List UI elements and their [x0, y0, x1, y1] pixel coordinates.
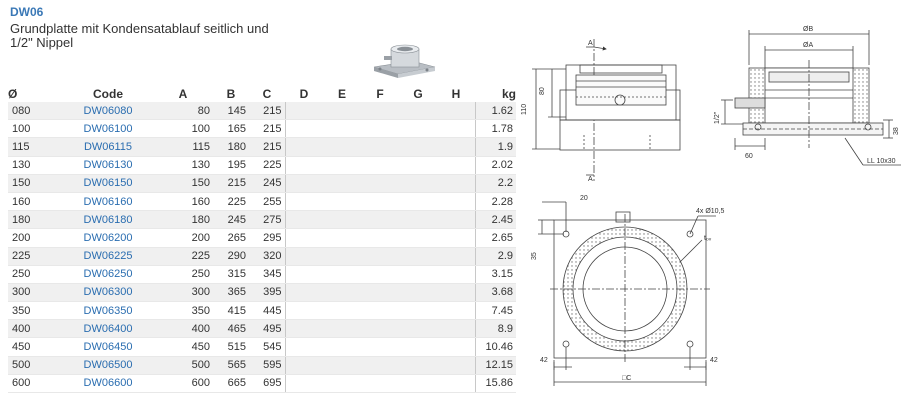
table-cell: 400 — [8, 320, 63, 338]
table-cell: 400 — [153, 320, 213, 338]
dim-42-left: 42 — [540, 357, 548, 364]
dim-phi-a: ØA — [803, 42, 814, 49]
table-cell: 100 — [8, 120, 63, 138]
column-header: Code — [93, 87, 123, 101]
table-cell: 2.65 — [475, 229, 516, 247]
product-code-cell[interactable]: DW06250 — [63, 265, 153, 283]
table-cell: 80 — [153, 102, 213, 120]
table-cell: 180 — [213, 138, 249, 156]
table-cell — [437, 302, 475, 320]
table-cell — [361, 356, 399, 374]
table-cell: 195 — [213, 156, 249, 174]
table-row — [8, 102, 516, 120]
section-label-a-top: A — [588, 40, 593, 47]
table-cell — [437, 320, 475, 338]
table-cell: 100 — [153, 120, 213, 138]
dim-38: 38 — [893, 127, 900, 135]
table-row — [8, 374, 516, 392]
table-cell: 2.9 — [475, 247, 516, 265]
table-cell — [437, 356, 475, 374]
table-cell: 130 — [8, 156, 63, 174]
table-cell — [399, 247, 437, 265]
table-cell — [437, 211, 475, 229]
table-cell — [399, 174, 437, 192]
column-header: C — [262, 87, 272, 101]
product-code-cell[interactable]: DW06225 — [63, 247, 153, 265]
table-cell: 15.86 — [475, 374, 516, 392]
table-cell: 665 — [213, 374, 249, 392]
table-cell: 180 — [153, 211, 213, 229]
table-cell: 145 — [213, 102, 249, 120]
table-cell: 255 — [249, 192, 285, 210]
table-cell — [285, 192, 323, 210]
top-view-drawing — [530, 192, 730, 402]
table-cell — [361, 265, 399, 283]
table-cell: 275 — [249, 211, 285, 229]
table-cell — [399, 102, 437, 120]
table-row — [8, 302, 516, 320]
table-cell: 115 — [8, 138, 63, 156]
table-cell — [437, 156, 475, 174]
table-cell: 150 — [8, 174, 63, 192]
product-code-cell[interactable]: DW06100 — [63, 120, 153, 138]
table-cell: 1.9 — [475, 138, 516, 156]
table-cell: 565 — [213, 356, 249, 374]
table-cell — [437, 283, 475, 301]
table-cell — [285, 247, 323, 265]
front-view-drawing — [510, 35, 690, 185]
table-cell — [285, 156, 323, 174]
table-cell: 500 — [8, 356, 63, 374]
table-cell — [437, 247, 475, 265]
table-cell — [323, 338, 361, 356]
table-row — [8, 320, 516, 338]
table-cell — [361, 247, 399, 265]
table-cell: 215 — [249, 138, 285, 156]
table-cell: 180 — [8, 211, 63, 229]
table-cell — [323, 192, 361, 210]
column-header: Ø — [8, 87, 18, 101]
column-header: F — [376, 87, 384, 101]
column-header: G — [413, 87, 423, 101]
product-thumbnail — [372, 43, 437, 83]
table-cell: 695 — [249, 374, 285, 392]
product-code: DW06 — [10, 5, 44, 19]
table-cell — [285, 265, 323, 283]
table-cell: 080 — [8, 102, 63, 120]
dim-60: 60 — [745, 153, 753, 160]
table-cell — [285, 120, 323, 138]
table-cell — [285, 211, 323, 229]
table-cell — [285, 229, 323, 247]
table-cell: 500 — [153, 356, 213, 374]
table-cell — [399, 120, 437, 138]
table-row — [8, 192, 516, 210]
table-cell — [361, 211, 399, 229]
table-cell — [285, 374, 323, 392]
table-cell — [285, 138, 323, 156]
table-cell: 300 — [153, 283, 213, 301]
table-cell — [361, 229, 399, 247]
dim-c: □C — [622, 375, 632, 382]
dim-holes: 4x Ø10,5 — [696, 208, 725, 215]
table-cell: 265 — [213, 229, 249, 247]
section-view-drawing — [705, 20, 905, 180]
table-cell — [361, 283, 399, 301]
product-description — [10, 22, 310, 50]
table-cell: 225 — [153, 247, 213, 265]
table-cell — [323, 265, 361, 283]
table-cell — [361, 138, 399, 156]
table-cell — [285, 102, 323, 120]
table-cell: 1.78 — [475, 120, 516, 138]
table-cell — [399, 229, 437, 247]
table-cell — [285, 283, 323, 301]
table-cell: 515 — [213, 338, 249, 356]
table-cell: 445 — [249, 302, 285, 320]
product-code-cell[interactable]: DW06350 — [63, 302, 153, 320]
table-cell: 545 — [249, 338, 285, 356]
table-cell — [399, 320, 437, 338]
table-cell: 7.45 — [475, 302, 516, 320]
table-row — [8, 356, 516, 374]
table-cell — [437, 265, 475, 283]
table-cell — [361, 156, 399, 174]
column-header: E — [337, 87, 346, 101]
table-cell — [323, 374, 361, 392]
table-row — [8, 265, 516, 283]
table-cell — [323, 247, 361, 265]
table-row — [8, 211, 516, 229]
table-cell: 130 — [153, 156, 213, 174]
table-cell: 245 — [213, 211, 249, 229]
table-cell: 12.15 — [475, 356, 516, 374]
table-cell — [437, 102, 475, 120]
table-cell — [323, 356, 361, 374]
table-cell — [399, 374, 437, 392]
table-cell — [285, 320, 323, 338]
spec-table — [8, 86, 516, 393]
table-cell: 345 — [249, 265, 285, 283]
product-code-cell[interactable]: DW06500 — [63, 356, 153, 374]
table-row — [8, 174, 516, 192]
description-line-1: Grundplatte mit Kondensatablauf seitlich und — [10, 21, 269, 36]
column-header: D — [299, 87, 309, 101]
table-cell: 160 — [8, 192, 63, 210]
table-cell — [285, 356, 323, 374]
table-cell: 450 — [153, 338, 213, 356]
dim-80: 80 — [539, 87, 546, 95]
dim-half-inch: 1/2" — [714, 111, 721, 124]
table-cell — [323, 302, 361, 320]
dim-phi-b: ØB — [803, 26, 814, 33]
table-cell: 315 — [213, 265, 249, 283]
table-cell — [399, 156, 437, 174]
table-cell: 250 — [153, 265, 213, 283]
product-code-cell[interactable]: DW06160 — [63, 192, 153, 210]
table-cell: 10.46 — [475, 338, 516, 356]
dim-35: 35 — [531, 252, 538, 260]
table-cell — [437, 338, 475, 356]
dim-20: 20 — [580, 195, 588, 202]
dim-42-right: 42 — [710, 357, 718, 364]
table-cell — [437, 374, 475, 392]
table-cell — [399, 138, 437, 156]
table-cell: 215 — [213, 174, 249, 192]
dim-110: 110 — [521, 103, 528, 115]
product-code-cell[interactable]: DW06450 — [63, 338, 153, 356]
table-row — [8, 229, 516, 247]
table-cell: 320 — [249, 247, 285, 265]
table-cell — [323, 102, 361, 120]
table-cell: 165 — [213, 120, 249, 138]
table-cell: 350 — [8, 302, 63, 320]
product-code-cell[interactable]: DW06150 — [63, 174, 153, 192]
dim-tsv: t₀ᵥ — [704, 235, 712, 242]
table-cell: 415 — [213, 302, 249, 320]
table-cell: 115 — [153, 138, 213, 156]
table-header-row — [8, 86, 516, 102]
table-cell: 250 — [8, 265, 63, 283]
table-cell: 450 — [8, 338, 63, 356]
table-cell: 215 — [249, 102, 285, 120]
table-cell — [437, 192, 475, 210]
table-cell: 245 — [249, 174, 285, 192]
table-cell: 2.02 — [475, 156, 516, 174]
table-cell: 3.68 — [475, 283, 516, 301]
table-cell — [399, 211, 437, 229]
product-code-cell[interactable]: DW06080 — [63, 102, 153, 120]
table-cell — [361, 374, 399, 392]
table-cell: 395 — [249, 283, 285, 301]
table-cell: 225 — [8, 247, 63, 265]
table-cell: 200 — [8, 229, 63, 247]
table-cell: 300 — [8, 283, 63, 301]
table-cell: 2.28 — [475, 192, 516, 210]
table-cell: 3.15 — [475, 265, 516, 283]
table-row — [8, 283, 516, 301]
table-cell — [399, 265, 437, 283]
table-cell — [285, 338, 323, 356]
table-cell — [361, 320, 399, 338]
product-code-cell[interactable]: DW06130 — [63, 156, 153, 174]
table-cell: 350 — [153, 302, 213, 320]
table-cell: 215 — [249, 120, 285, 138]
table-cell — [437, 138, 475, 156]
table-row — [8, 247, 516, 265]
table-cell — [361, 192, 399, 210]
table-cell — [323, 320, 361, 338]
table-cell: 600 — [8, 374, 63, 392]
table-cell — [437, 120, 475, 138]
column-header: kg — [501, 87, 516, 101]
table-cell: 295 — [249, 229, 285, 247]
product-code-cell[interactable]: DW06115 — [63, 138, 153, 156]
dim-ll: LL 10x30 — [867, 158, 896, 165]
table-cell — [399, 356, 437, 374]
product-code-cell[interactable]: DW06200 — [63, 229, 153, 247]
table-cell: 365 — [213, 283, 249, 301]
table-cell — [361, 338, 399, 356]
description-line-2: 1/2" Nippel — [10, 35, 74, 50]
table-cell — [361, 120, 399, 138]
table-cell — [361, 102, 399, 120]
column-header: A — [178, 87, 188, 101]
table-cell: 290 — [213, 247, 249, 265]
column-header: H — [451, 87, 461, 101]
table-cell — [285, 174, 323, 192]
product-code-cell[interactable]: DW06180 — [63, 211, 153, 229]
section-label-a-bottom: A — [588, 176, 593, 183]
table-row — [8, 156, 516, 174]
table-cell: 2.2 — [475, 174, 516, 192]
table-cell — [323, 283, 361, 301]
table-cell — [323, 174, 361, 192]
table-cell: 8.9 — [475, 320, 516, 338]
table-cell — [437, 229, 475, 247]
product-code-cell[interactable]: DW06400 — [63, 320, 153, 338]
table-cell — [285, 302, 323, 320]
table-row — [8, 120, 516, 138]
table-cell — [323, 211, 361, 229]
table-cell: 160 — [153, 192, 213, 210]
product-code-cell[interactable]: DW06600 — [63, 374, 153, 392]
table-cell — [323, 138, 361, 156]
table-row — [8, 338, 516, 356]
table-cell — [323, 156, 361, 174]
table-cell — [323, 229, 361, 247]
table-cell — [437, 174, 475, 192]
column-header: B — [226, 87, 236, 101]
table-cell: 150 — [153, 174, 213, 192]
table-cell: 2.45 — [475, 211, 516, 229]
product-code-cell[interactable]: DW06300 — [63, 283, 153, 301]
table-cell: 495 — [249, 320, 285, 338]
table-cell: 1.62 — [475, 102, 516, 120]
table-cell: 595 — [249, 356, 285, 374]
table-cell — [323, 120, 361, 138]
table-cell — [361, 302, 399, 320]
table-cell — [399, 302, 437, 320]
table-cell — [361, 174, 399, 192]
table-cell: 465 — [213, 320, 249, 338]
table-cell — [399, 192, 437, 210]
table-cell: 225 — [213, 192, 249, 210]
table-cell: 225 — [249, 156, 285, 174]
table-cell: 200 — [153, 229, 213, 247]
table-row — [8, 138, 516, 156]
table-cell — [399, 338, 437, 356]
table-cell: 600 — [153, 374, 213, 392]
table-cell — [399, 283, 437, 301]
